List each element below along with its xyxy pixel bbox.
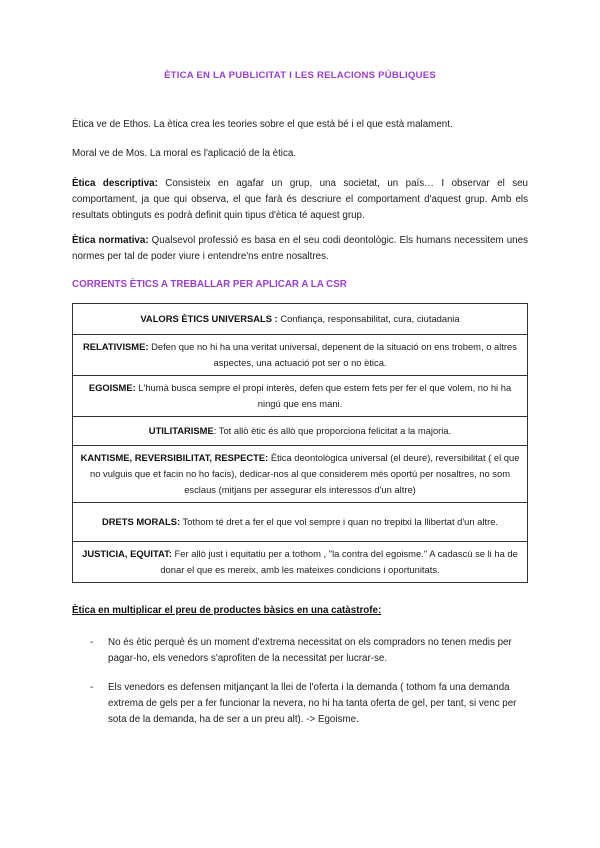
table-cell xyxy=(73,376,528,417)
table-cell xyxy=(73,542,528,583)
table-row xyxy=(73,376,528,417)
table-cell xyxy=(73,503,528,542)
cell-label: UTILITARISME xyxy=(148,425,214,436)
paragraph-etica-descriptiva xyxy=(72,176,528,224)
table-cell xyxy=(73,417,528,446)
cell-label: JUSTICIA, EQUITAT: xyxy=(82,548,172,559)
table-row xyxy=(73,446,528,503)
table-cell xyxy=(73,335,528,376)
cell-text: Tothom té dret a fer el que vol sempre i quan no trepitxi la llibertat d'un altre. xyxy=(180,516,499,527)
ethical-currents-table xyxy=(72,303,528,583)
cell-label: EGOISME: xyxy=(88,382,136,393)
definition-etica-normativa: Qualsevol professió es basa en el seu codi deontològic. Els humans necessitem unes normes per tal de poder viure i entendre'ns entre nosaltres. xyxy=(72,235,528,262)
bullet-dash: - xyxy=(90,637,94,648)
cell-text: Fer allò just i equitatiu per a tothom , "la contra del egoisme." A cadascú se li ha de donar el que es mereix, amb les mateixes condicions i oportunitats. xyxy=(160,548,518,575)
table-row xyxy=(73,417,528,446)
paragraph-etica-normativa xyxy=(72,233,528,265)
list-item xyxy=(90,680,528,728)
section-heading-corrents: CORRENTS ÈTICS A TREBALLAR PER APLICAR A LA CSR xyxy=(72,279,347,290)
cell-label: KANTISME, REVERSIBILITAT, RESPECTE: xyxy=(80,452,269,463)
term-etica-descriptiva: Ètica descriptiva: xyxy=(72,178,158,189)
table-row xyxy=(73,542,528,583)
paragraph-etica-ethos: Ètica ve de Ethos. La ètica crea les teories sobre el que està bé i el que està malament. xyxy=(72,119,453,130)
cell-text: : Tot allò ètic és allò que proporciona felicitat a la majoria. xyxy=(213,425,452,436)
list-item xyxy=(90,635,528,667)
list-item-text: No és ètic perquè és un moment d'extrema necessitat on els compradors no tenen medis per pagar-ho, els venedors s'aprofiten de la necessitat per lucrar-se. xyxy=(108,637,512,664)
table-row xyxy=(73,335,528,376)
term-etica-normativa: Ètica normativa: xyxy=(72,235,149,246)
cell-text: Ètica deontològica universal (el deure), reversibilitat ( el que no vulguis que et facin no ho facis), dedicar-nos al que considerem més oportú per nosaltres, no som esclaus (mitjans per assegurar els interessos d'un altre) xyxy=(89,452,520,495)
bullet-dash: - xyxy=(90,682,94,693)
table-cell xyxy=(73,446,528,503)
cell-text: L'humà busca sempre el propi interès, defen que estem fets per fer el que volem, no hi ha ningú que ens mani. xyxy=(135,382,512,409)
cell-text: Confiança, responsabilitat, cura, ciutadania xyxy=(277,313,460,324)
table-row xyxy=(73,503,528,542)
cell-label: DRETS MORALS: xyxy=(101,516,181,527)
cell-label: RELATIVISME: xyxy=(83,341,149,352)
list-item-text: Els venedors es defensen mitjançant la llei de l'oferta i la demanda ( tothom fa una demanda extrema de gels per a fer funcionar la nevera, no hi ha tanta oferta de gel, per tant, si venc per sota de la demanda, ha de ser a un preu alt). -> Egoisme. xyxy=(108,682,517,725)
cell-label: VALORS ÈTICS UNIVERSALS : xyxy=(140,313,278,324)
document-title: ÈTICA EN LA PUBLICITAT I LES RELACIONS PÚBLIQUES xyxy=(164,70,436,81)
cell-text: Defen que no hi ha una veritat universal, depenent de la situació on ens trobem, o altres aspectes, una actuació pot ser o no ètica. xyxy=(148,341,517,368)
definition-etica-descriptiva: Consisteix en agafar un grup, una societat, un país… I observar el seu comportament, ja que qui observa, el que farà és descriure el comportament d'aquest grup. Amb els resultats obtinguts es podrà definit quin tipus d'ètica té aquest grup. xyxy=(72,178,528,221)
table-row xyxy=(73,304,528,335)
section-heading-catastrofe: Ètica en multiplicar el preu de productes bàsics en una catàstrofe: xyxy=(72,605,382,616)
table-cell xyxy=(73,304,528,335)
paragraph-moral-mos: Moral ve de Mos. La moral es l'aplicació de la ètica. xyxy=(72,148,297,159)
